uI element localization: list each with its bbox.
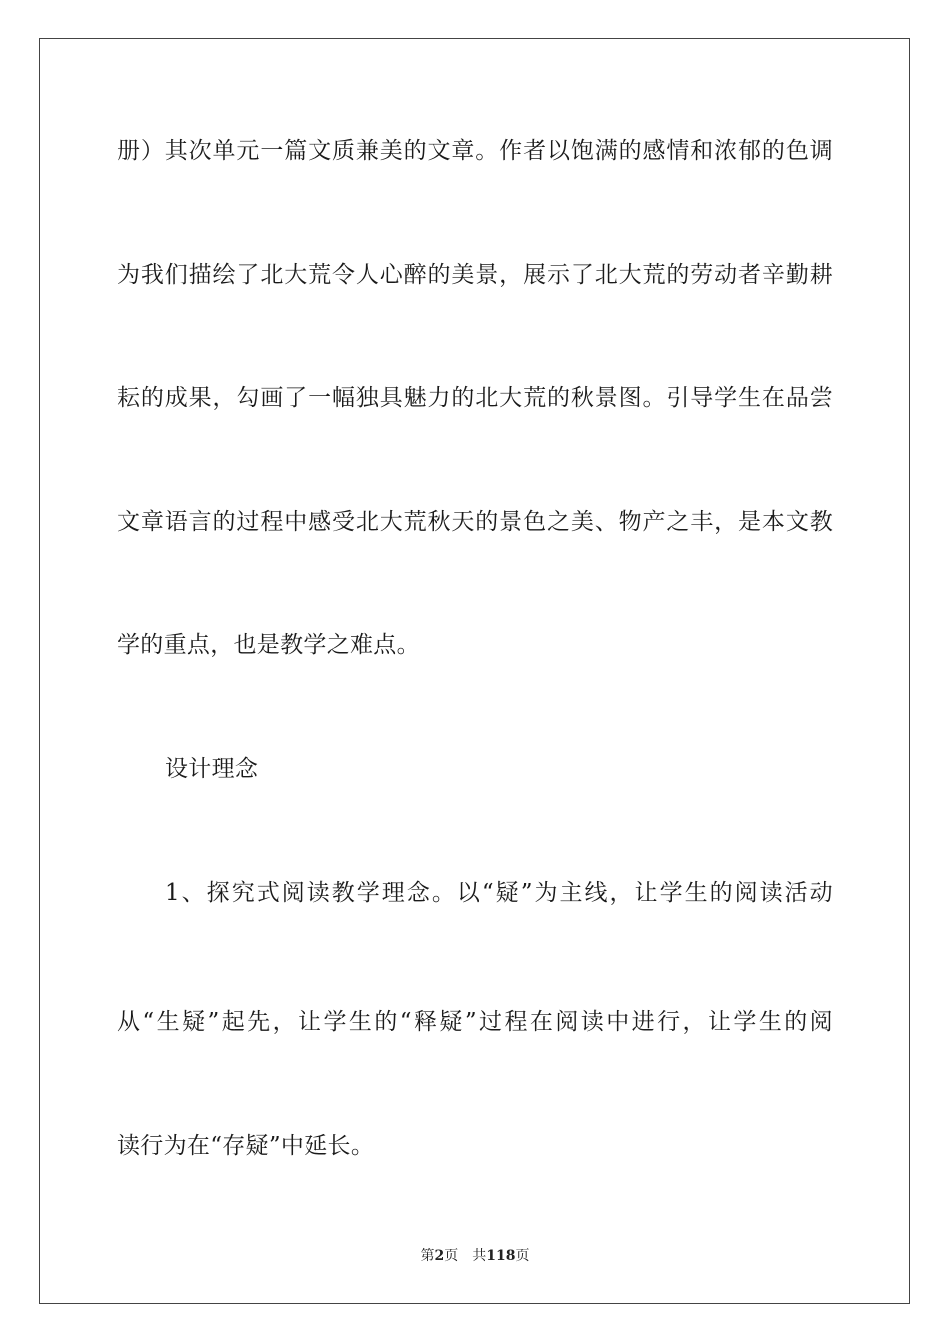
footer-page-prefix: 第: [420, 1248, 435, 1264]
section-heading: 设计理念: [165, 756, 259, 782]
page-border: [39, 38, 910, 1304]
body-text-line: 读行为在“存疑”中延长。: [117, 1133, 375, 1159]
body-text-line: 文章语言的过程中感受北大荒秋天的景色之美、物产之丰，是本文教: [117, 509, 833, 535]
body-text-line: 为我们描绘了北大荒令人心醉的美景，展示了北大荒的劳动者辛勤耕: [117, 262, 833, 288]
footer-total-prefix: 共: [472, 1248, 487, 1264]
footer-total-suffix: 页: [515, 1248, 530, 1264]
footer-page-number: 2: [434, 1248, 445, 1264]
footer-total-pages: 118: [486, 1248, 516, 1264]
body-text-line: 1、探究式阅读教学理念。以“疑”为主线，让学生的阅读活动: [165, 880, 833, 906]
page-footer: [0, 1247, 950, 1265]
footer-page-suffix: 页: [444, 1248, 459, 1264]
body-text-line: 册）其次单元一篇文质兼美的文章。作者以饱满的感情和浓郁的色调: [117, 138, 833, 164]
body-text-line: 耘的成果，勾画了一幅独具魅力的北大荒的秋景图。引导学生在品尝: [117, 385, 833, 411]
body-text-line: 从“生疑”起先，让学生的“释疑”过程在阅读中进行，让学生的阅: [117, 1009, 833, 1035]
body-text-line: 学的重点，也是教学之难点。: [117, 632, 420, 658]
